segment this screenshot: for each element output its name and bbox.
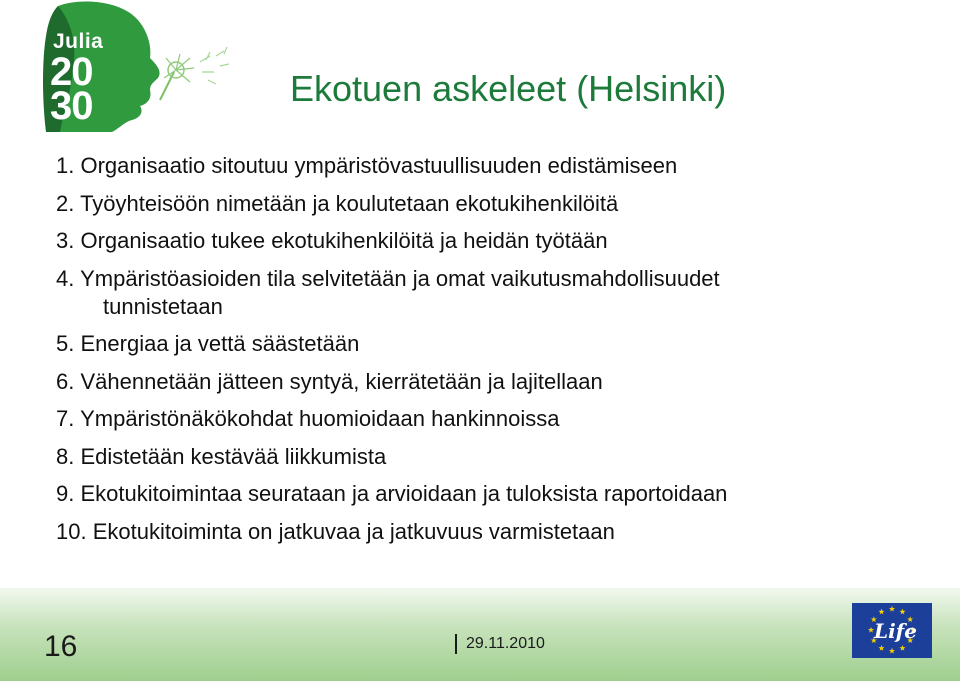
step-item [56,330,916,358]
eu-star [899,645,905,651]
step-text: Ekotukitoiminta on jatkuvaa ja jatkuvuus varmistetaan [92,518,615,544]
step-number: 5. [56,331,75,356]
life-logo-text: Life [874,619,917,643]
step-text: Edistetään kestävää liikkumista [80,443,387,469]
step-item [56,152,916,180]
logo-word: Julia [53,30,104,53]
steps-list [56,152,916,555]
step-number: 6. [56,368,75,394]
eu-star [889,648,895,654]
step-number: 3. [56,228,75,253]
date-divider [455,634,457,654]
step-item [56,405,916,433]
julia-2030-logo [40,0,240,140]
page-number: 16 [44,630,78,663]
step-item [56,368,916,396]
step-number: 10. [56,518,87,544]
step-text: Ympäristöasioiden tila selvitetään ja omat vaikutusmahdollisuudet [80,265,720,291]
step-item [56,443,916,471]
step-number: 9. [56,481,75,506]
step-item [56,190,916,218]
step-number: 4. [56,265,75,291]
eu-life-logo [852,603,932,658]
step-text: Organisaatio sitoutuu ympäristövastuullisuuden edistämiseen [80,153,678,178]
step-text: Vähennetään jätteen syntyä, kierrätetään ja lajitellaan [80,368,603,394]
step-number: 7. [56,406,75,431]
step-text: Ekotukitoimintaa seurataan ja arvioidaan ja tuloksista raportoidaan [80,481,728,506]
logo-year-bottom: 30 [50,84,93,128]
eu-star [889,606,895,612]
step-text: Organisaatio tukee ekotukihenkilöitä ja heidän työtään [80,228,608,253]
footer-date: 29.11.2010 [466,635,545,652]
logo-year-top: 20 [50,50,93,94]
eu-star [878,645,884,651]
step-item [56,518,916,546]
step-item [56,480,916,508]
eu-star [899,609,905,615]
eu-star [878,609,884,615]
step-item [56,265,916,321]
step-item [56,227,916,255]
slide-title: Ekotuen askeleet (Helsinki) [290,68,727,109]
step-text-continued: tunnistetaan [103,293,223,319]
step-number: 1. [56,153,75,178]
step-number: 2. [56,190,75,216]
step-number: 8. [56,443,75,469]
step-text: Työyhteisöön nimetään ja koulutetaan ekotukihenkilöitä [80,190,619,216]
step-text: Ympäristönäkökohdat huomioidaan hankinnoissa [80,406,560,431]
step-text: Energiaa ja vettä säästetään [80,331,360,356]
